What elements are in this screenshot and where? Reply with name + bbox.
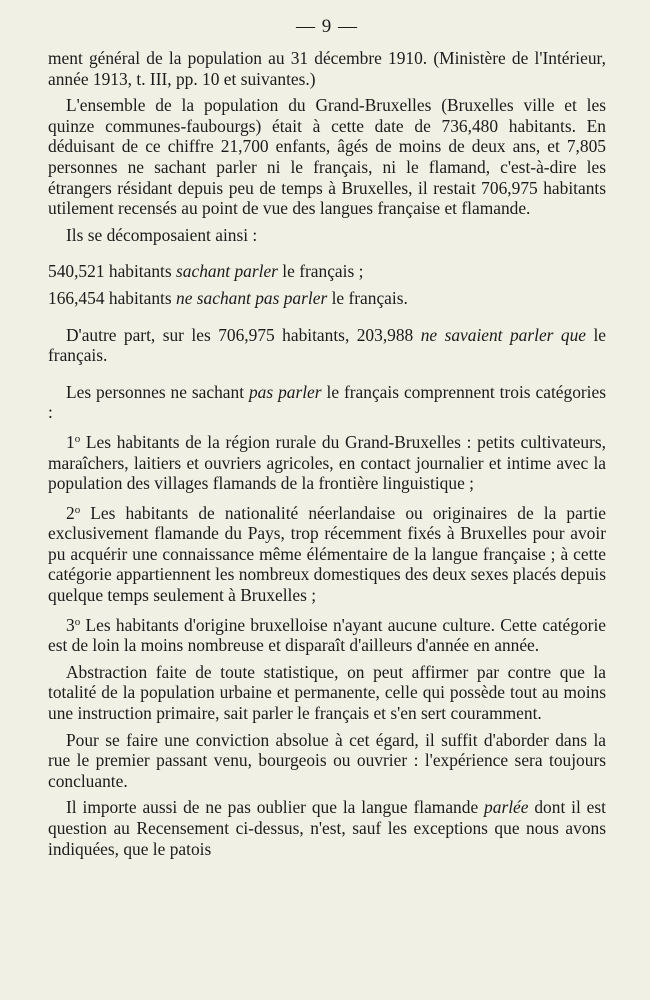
paragraph-population-total: L'ensemble de la population du Grand-Bruxelles (Bruxelles ville et les quinze communes-faubourgs) était à cette date de 736,480 habitants. En déduisant de ce chiffre 21,700 enfants, âgés de moins de deux ans, et 7,805 personnes ne sachant parler ni le français, ni le flamand, c'est-à-dire les étrangers résidant depuis peu de temps à Bruxelles, il restait 706,975 habitants utilement recensés au point de vue des langues française et flamande. [48,95,606,219]
list-item-category-3: 3$^o$ Les habitants d'origine bruxelloise n'ayant aucune culture. Cette catégorie est de loin la moins nombreuse et disparaît d'ailleurs d'année en année. [48,614,606,656]
figure-line-french-speakers: 540,521 habitants sachant parler le français ; [48,261,364,282]
body-text [48,48,606,859]
paragraph-conviction: Pour se faire une conviction absolue à cet égard, il suffit d'aborder dans la rue le premier passant venu, bourgeois ou ouvrier : l'expérience sera toujours concluante. [48,729,606,791]
figure-line-non-french-speakers: 166,454 habitants ne sachant pas parler le français. [48,287,408,308]
list-item-category-2: 2$^o$ Les habitants de nationalité néerlandaise ou originaires de la partie exclusivement flamande du Pays, trop récemment fixés à Bruxelles pour avoir pu acquérir une connaissance même élémentaire de la langue française ; à cette catégorie appartiennent les nombreux domestiques des deux sexes placés depuis quelque temps seulement à Bruxelles ; [48,502,606,606]
paragraph-categories-intro: Les personnes ne sachant pas parler le français comprennent trois catégories : [48,381,607,423]
paragraph-breakdown-intro: Ils se décomposaient ainsi : [66,224,258,245]
paragraph-continuation: ment général de la population au 31 décembre 1910. (Ministère de l'Intérieur, année 1913, t. III, pp. 10 et suivantes.) [48,48,606,89]
list-item-category-1: 1$^o$ Les habitants de la région rurale du Grand-Bruxelles : petits cultivateurs, maraîchers, laitiers et ouvriers agricoles, en contact journalier et intime avec la population des villages flamands de la frontière linguistique ; [48,431,606,494]
page-number: — 9 — [296,16,358,37]
paragraph-french-only: D'autre part, sur les 706,975 habitants, 203,988 ne savaient parler que le français. [48,324,606,366]
paragraph-urban-population: Abstraction faite de toute statistique, on peut affirmer par contre que la totalité de la population urbaine et permanente, celle qui possède tout au moins une instruction primaire, sait parler le français et s'en sert couramment. [48,661,606,724]
paragraph-flemish-dialect: Il importe aussi de ne pas oublier que la langue flamande parlée dont il est question au Recensement ci-dessus, n'est, sauf les exceptions que nous avons indiquées, que le patois [48,797,606,859]
